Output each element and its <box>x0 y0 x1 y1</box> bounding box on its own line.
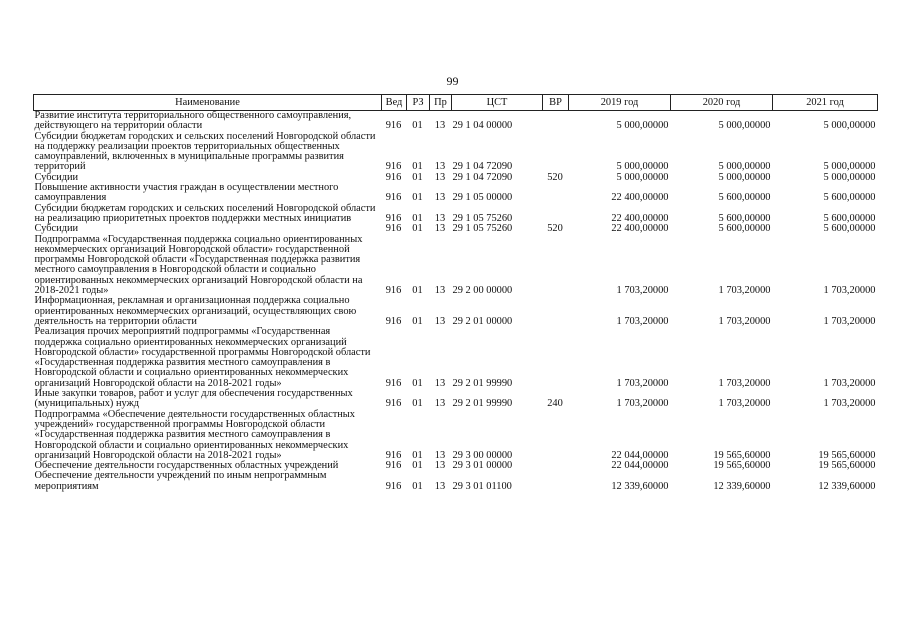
row-pr: 13 <box>434 192 446 204</box>
row-2019: 1 703,20000 <box>616 398 669 410</box>
row-cst: 29 3 01 01100 <box>452 480 512 492</box>
row-vr <box>543 471 569 492</box>
table-row <box>34 132 878 173</box>
row-rz: 01 <box>412 315 423 327</box>
row-pr: 13 <box>434 161 446 173</box>
row-name: Обеспечение деятельности учреждений по иным непрограммным мероприятиям <box>34 470 327 492</box>
row-pr: 13 <box>434 223 446 235</box>
row-2019: 5 000,00000 <box>616 171 669 183</box>
header-ved: Вед <box>382 95 407 111</box>
row-2020: 5 600,00000 <box>718 212 771 224</box>
row-2021: 1 703,20000 <box>823 377 876 389</box>
row-vr <box>543 235 569 297</box>
row-name: Информационная, рекламная и организационная поддержка социально ориентированных некоммерческих организаций, осуществляющих свою деятельность на территории области <box>34 295 357 327</box>
row-vr <box>543 461 569 471</box>
row-2019: 22 400,00000 <box>611 223 669 235</box>
table-row <box>34 111 878 132</box>
row-name: Субсидии бюджетам городских и сельских поселений Новгородской области на поддержку реализации проектов территориальных общественных самоуправлений, включенных в муниципальные программы развития территорий <box>34 130 376 173</box>
header-2019: 2019 год <box>569 95 671 111</box>
row-rz: 01 <box>412 449 423 461</box>
row-pr: 13 <box>434 212 446 224</box>
row-rz: 01 <box>412 460 423 472</box>
row-2020: 12 339,60000 <box>713 480 771 492</box>
row-2021: 5 600,00000 <box>823 223 876 235</box>
row-cst: 29 2 01 99990 <box>452 398 513 410</box>
row-name: Обеспечение деятельности государственных областных учреждений <box>34 460 339 472</box>
row-vr <box>543 327 569 389</box>
row-cst: 29 1 04 72090 <box>452 171 513 183</box>
row-pr: 13 <box>434 171 446 183</box>
row-cst: 29 3 01 00000 <box>452 460 513 472</box>
row-vr <box>543 204 569 225</box>
row-ved: 916 <box>385 460 402 472</box>
row-rz: 01 <box>412 171 423 183</box>
budget-table <box>33 94 878 492</box>
header-cst: ЦСТ <box>452 95 543 111</box>
row-vr <box>543 132 569 173</box>
row-2020: 5 000,00000 <box>718 161 771 173</box>
row-name: Субсидии <box>34 171 79 183</box>
row-ved: 916 <box>385 285 402 297</box>
row-pr: 13 <box>434 460 446 472</box>
row-ved: 916 <box>385 315 402 327</box>
table-row <box>34 327 878 389</box>
table-row <box>34 410 878 461</box>
row-2021: 1 703,20000 <box>823 315 876 327</box>
row-pr: 13 <box>434 449 446 461</box>
row-2019: 22 044,00000 <box>611 460 669 472</box>
row-name: Подпрограмма «Обеспечение деятельности государственных областных учреждений» государственной программы Новгородской области «Государственная поддержка развития местного самоуправления в Новгородской области и социально ориентированных некоммерческих организаций Новгородской области на 2018-2021 годы» <box>34 408 355 461</box>
row-rz: 01 <box>412 377 423 389</box>
row-ved: 916 <box>385 192 402 204</box>
row-2019: 5 000,00000 <box>616 120 669 132</box>
row-2020: 19 565,60000 <box>713 460 771 472</box>
row-2019: 1 703,20000 <box>616 315 669 327</box>
table-row <box>34 471 878 492</box>
row-2019: 22 400,00000 <box>611 212 669 224</box>
row-2020: 1 703,20000 <box>718 285 771 297</box>
row-2020: 19 565,60000 <box>713 449 771 461</box>
row-name: Развитие института территориального общественного самоуправления, действующего на территории области <box>34 110 352 132</box>
row-2021: 5 000,00000 <box>823 161 876 173</box>
table-header-row <box>34 95 878 111</box>
row-name: Подпрограмма «Государственная поддержка социально ориентированных некоммерческих организаций Новгородской области» государственной программы Новгородской области «Государственная поддержка развития местного самоуправления в Новгородской области и социально ориентированных некоммерческих организаций Новгородской области на 2018-2021 годы» <box>34 233 363 297</box>
row-name: Иные закупки товаров, работ и услуг для обеспечения государственных (муниципальных) нужд <box>34 388 353 410</box>
row-2019: 1 703,20000 <box>616 377 669 389</box>
row-2020: 1 703,20000 <box>718 377 771 389</box>
row-cst: 29 1 05 75260 <box>452 223 513 235</box>
row-2021: 12 339,60000 <box>818 480 876 492</box>
row-ved: 916 <box>385 398 402 410</box>
row-rz: 01 <box>412 161 423 173</box>
row-pr: 13 <box>434 398 446 410</box>
row-2021: 5 600,00000 <box>823 192 876 204</box>
row-2021: 5 600,00000 <box>823 212 876 224</box>
row-rz: 01 <box>412 398 423 410</box>
row-cst: 29 1 05 75260 <box>452 212 513 224</box>
row-rz: 01 <box>412 120 423 132</box>
row-rz: 01 <box>412 212 423 224</box>
page-number: 99 <box>446 74 459 88</box>
row-ved: 916 <box>385 449 402 461</box>
row-2021: 1 703,20000 <box>823 285 876 297</box>
row-cst: 29 1 05 00000 <box>452 192 513 204</box>
row-rz: 01 <box>412 285 423 297</box>
row-2020: 5 000,00000 <box>718 171 771 183</box>
row-name: Субсидии <box>34 223 79 235</box>
row-vr <box>543 410 569 461</box>
header-vr: ВР <box>543 95 569 111</box>
row-vr: 520 <box>547 171 563 183</box>
row-2019: 22 400,00000 <box>611 192 669 204</box>
row-pr: 13 <box>434 285 446 297</box>
row-name: Повышение активности участия граждан в осуществлении местного самоуправления <box>34 182 339 204</box>
row-2021: 5 000,00000 <box>823 120 876 132</box>
row-pr: 13 <box>434 480 446 492</box>
row-name: Реализация прочих мероприятий подпрограммы «Государственная поддержка социально ориентированных некоммерческих организаций Новгородской области» государственной программы Новгородской области «Государственная поддержка развития местного самоуправления в Новгородской области и социально ориентированных некоммерческих организаций Новгородской области на 2018-2021 годы» <box>34 326 371 389</box>
table-row <box>34 296 878 327</box>
row-ved: 916 <box>385 480 402 492</box>
row-cst: 29 2 01 00000 <box>452 315 513 327</box>
table-row <box>34 235 878 297</box>
row-cst: 29 3 00 00000 <box>452 449 513 461</box>
row-2021: 5 000,00000 <box>823 171 876 183</box>
row-ved: 916 <box>385 223 402 235</box>
row-cst: 29 2 01 99990 <box>452 377 513 389</box>
row-rz: 01 <box>412 192 423 204</box>
table-row <box>34 183 878 204</box>
header-2021: 2021 год <box>773 95 878 111</box>
row-rz: 01 <box>412 223 423 235</box>
row-vr <box>543 296 569 327</box>
row-2020: 1 703,20000 <box>718 315 771 327</box>
row-2021: 1 703,20000 <box>823 398 876 410</box>
row-2020: 1 703,20000 <box>718 398 771 410</box>
row-2020: 5 600,00000 <box>718 223 771 235</box>
row-2019: 5 000,00000 <box>616 161 669 173</box>
row-2019: 12 339,60000 <box>611 480 669 492</box>
row-2020: 5 600,00000 <box>718 192 771 204</box>
row-name: Субсидии бюджетам городских и сельских поселений Новгородской области на реализацию приоритетных проектов поддержки местных инициатив <box>34 202 376 224</box>
row-ved: 916 <box>385 171 402 183</box>
row-2020: 5 000,00000 <box>718 120 771 132</box>
row-ved: 916 <box>385 377 402 389</box>
row-vr: 520 <box>547 223 563 235</box>
row-2021: 19 565,60000 <box>818 460 876 472</box>
row-2019: 22 044,00000 <box>611 449 669 461</box>
table-row <box>34 204 878 225</box>
row-ved: 916 <box>385 161 402 173</box>
row-pr: 13 <box>434 315 446 327</box>
row-vr: 240 <box>547 398 563 410</box>
row-cst: 29 2 00 00000 <box>452 285 513 297</box>
row-vr <box>543 183 569 204</box>
row-2019: 1 703,20000 <box>616 285 669 297</box>
header-rz: РЗ <box>407 95 430 111</box>
row-pr: 13 <box>434 377 446 389</box>
header-name: Наименование <box>34 95 382 111</box>
row-cst: 29 1 04 00000 <box>452 120 513 132</box>
row-rz: 01 <box>412 480 423 492</box>
header-pr: Пр <box>430 95 452 111</box>
row-ved: 916 <box>385 120 402 132</box>
row-pr: 13 <box>434 120 446 132</box>
row-cst: 29 1 04 72090 <box>452 161 513 173</box>
header-2020: 2020 год <box>671 95 773 111</box>
row-ved: 916 <box>385 212 402 224</box>
row-2021: 19 565,60000 <box>818 449 876 461</box>
table-row <box>34 389 878 410</box>
row-vr <box>543 111 569 132</box>
